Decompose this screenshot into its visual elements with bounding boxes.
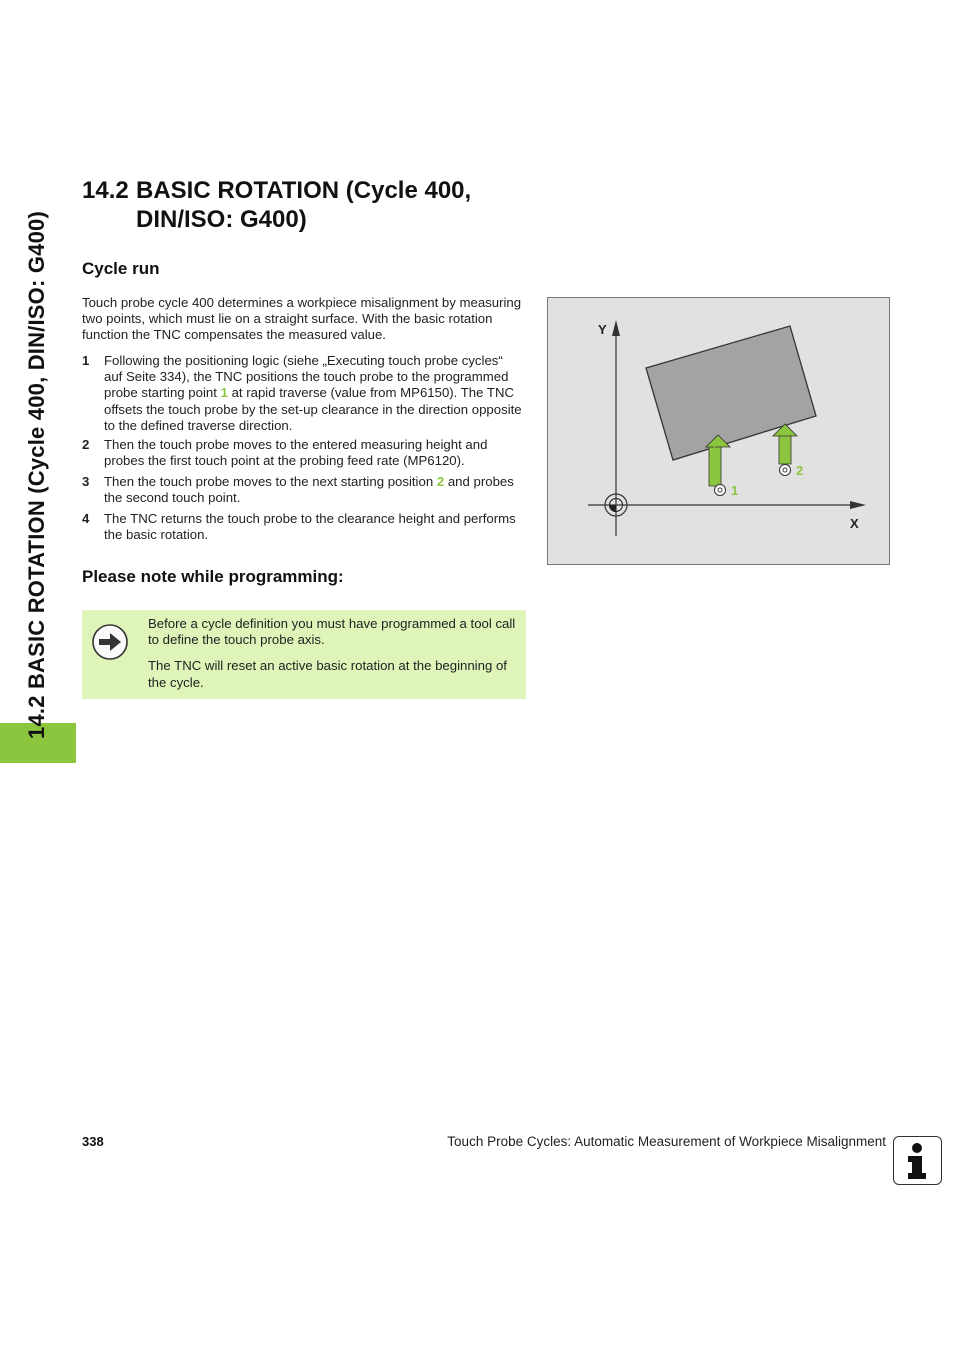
step-number: 4 [82, 511, 90, 526]
step-text: The TNC returns the touch probe to the clearance height and performs the basic rotation. [104, 511, 516, 543]
step-text-part: at rapid traverse (value from MP6150). The TNC offsets the touch probe by the set-up clearance in the direction opposite to the defined traverse direction. [104, 385, 522, 433]
footer-chapter-title: Touch Probe Cycles: Automatic Measurement of Workpiece Misalignment [447, 1134, 886, 1149]
programming-note-heading: Please note while programming: [82, 567, 344, 586]
y-axis-arrowhead [612, 320, 620, 336]
step-text-part: Following the positioning logic (siehe „Executing touch probe cycles“ auf Seite 334), the TNC positions the touch probe to the programmed probe starting point [104, 353, 509, 401]
chapter-title-line2: DIN/ISO: G400) [136, 206, 307, 233]
x-axis-label: X [850, 516, 859, 531]
step-text [104, 474, 524, 506]
step-text-part: and probes the second touch point. [104, 474, 514, 506]
cycle-run-intro: Touch probe cycle 400 determines a workpiece misalignment by measuring two points, which must lie on a straight surface. With the basic rotation function the TNC compensates the measured value. [82, 295, 522, 343]
point-label-1: 1 [731, 483, 739, 498]
figure-drawing [548, 298, 889, 564]
programming-note-box [82, 610, 526, 699]
y-axis-label: Y [598, 322, 607, 337]
point-ref-2: 2 [436, 474, 445, 489]
step-2 [82, 437, 524, 469]
info-glyph [894, 1137, 941, 1184]
note-text [148, 616, 520, 701]
step-1 [82, 353, 524, 434]
origin-symbol-quadrant [609, 505, 616, 512]
arrow-right-icon [91, 623, 129, 661]
note-paragraph-1: Before a cycle definition you must have programmed a tool call to define the touch probe axis. [148, 616, 516, 648]
chapter-title [82, 176, 522, 234]
page-number: 338 [82, 1134, 104, 1149]
step-number: 1 [82, 353, 90, 368]
point-label-2: 2 [796, 463, 804, 478]
chapter-title-line1: BASIC ROTATION (Cycle 400, [136, 177, 472, 204]
chapter-number: 14.2 [82, 177, 129, 204]
step-text: Then the touch probe moves to the entered measuring height and probes the first touch point at the probing feed rate (MP6120). [104, 437, 488, 469]
step-3 [82, 474, 524, 506]
touch-point-2 [780, 465, 791, 476]
step-number: 3 [82, 474, 90, 489]
cycle-run-heading: Cycle run [82, 259, 160, 278]
probe-arrow-2 [773, 424, 797, 464]
step-number: 2 [82, 437, 90, 452]
side-running-title: 14.2 BASIC ROTATION (Cycle 400, DIN/ISO: G400) [24, 211, 49, 739]
step-text [104, 353, 524, 434]
point-ref-1: 1 [220, 385, 228, 401]
info-icon[interactable] [893, 1136, 942, 1185]
note-paragraph-2: The TNC will reset an active basic rotation at the beginning of the cycle. [148, 658, 507, 690]
basic-rotation-figure [547, 297, 890, 565]
touch-point-1 [715, 485, 726, 496]
x-axis-arrowhead [850, 501, 866, 509]
step-4 [82, 511, 524, 543]
step-text-part: Then the touch probe moves to the next starting position [104, 474, 437, 489]
